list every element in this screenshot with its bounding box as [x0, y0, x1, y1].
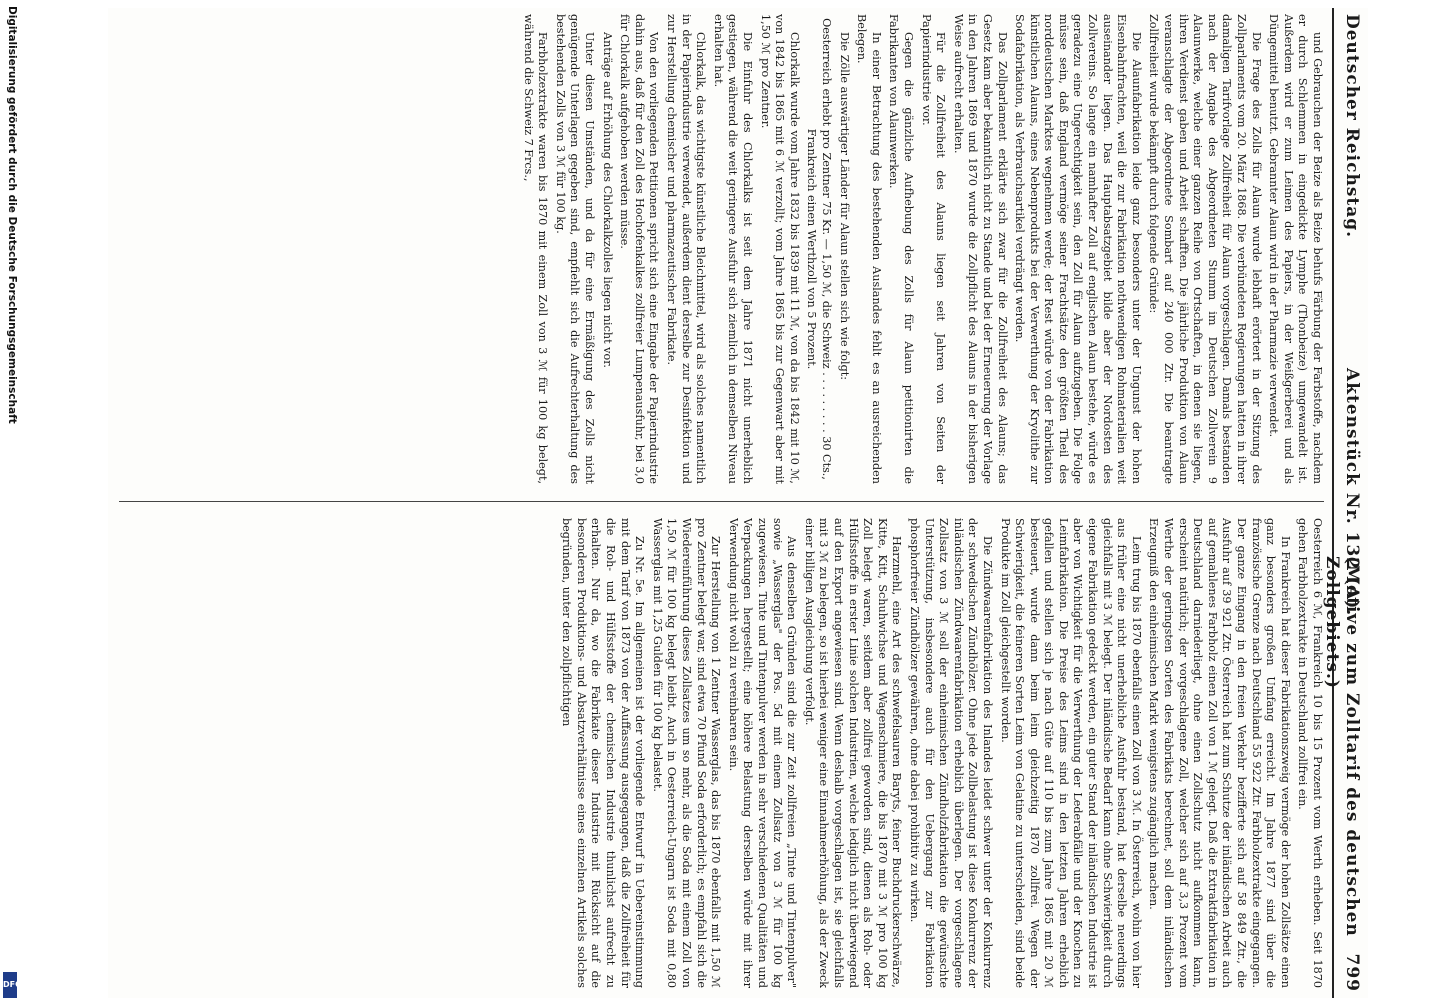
column-divider — [119, 501, 1324, 502]
paragraph: Die Zündwaarenfabrikation des Inlandes leidet schwer unter der Konkurrenz der schwedischen Zündhölzer. Ohne jede Zollbelastung ist diese Konkurrenz der inländischen Zündwaarenfabrikation erheblich überlegen. Der vorgeschlagene Zollsatz von 3 ℳ soll der einheimischen Zündholzfabrikation die gewünschte Unterstützung, insbesondere auch für den Uebergang zur Fabrikation phosphorfreier Zündhölzer gewähren, ohne dabei prohibitiv zu wirken. — [907, 518, 994, 988]
paragraph: Oesterreich erhebt pro Zentner 75 Kr. — 1,50 ℳ, die Schweiz . . . . . . . . . 30 Cts., Frankreich einen Werthzoll von 5 Prozent. — [805, 18, 833, 480]
paragraph: Die Frage des Zolls für Alaun wurde lebhaft erörtert in der Sitzung des Zollparlaments vom 20. März 1868. Die verbündeten Regierungen hatten in ihrer damaligen Tarifvorlage Zollfreiheit für Alaun vorgeschlagen. Damals bestanden nach der Angabe des Abgeordneten Stumm im Deutschen Zollverein 9 Alaunwerke, welche einer ganzen Reihe von Ortschaften, in denen sie liegen, ihren Verdienst gaben und Arbeit schafften. Die jährliche Produktion von Alaun veranschlagte der Abgeordnete Sombart auf 240 000 Ztr. Die beantragte Zollfreiheit wurde bekämpft durch folgende Gründe: — [1147, 14, 1263, 484]
paragraph: und Gebrauchen der Beize als Beize behufs Färbung der Farbstoffe, nachdem er durch Schlemmen in eingedickte Lymphe (Thonbeize) umgewandelt ist. Außerdem wird er zum Leimen des Papiers, in der Weißgerberei und als Düngemittel benutzt. Gebrannter Alaun wird in der Pharmazie verwendet. — [1267, 14, 1324, 484]
paragraph: Anträge auf Erhöhung des Chlorkalkzolles liegen nicht vor. — [600, 32, 614, 368]
paragraph: Chlorkalk wurde vom Jahre 1832 bis 1839 mit 11 ℳ, von da bis 1842 mit 10 ℳ, von 1842 bis 1865 mit 6 ℳ verzollt; vom Jahre 1865 bis zur Gegenwart aber mit 1,50 ℳ pro Zentner. — [758, 14, 801, 484]
page-number: 799 — [1342, 953, 1362, 992]
paragraph: Von den vorliegenden Petitionen spricht sich eine Eingabe der Papierindustrie dahin aus, daß für den Zoll des Hochofenkalkes zollfreier Lumpenausfuhr, bei 3,0 für Chlorkalk aufgehoben werden müsse. — [618, 14, 661, 484]
text-column-left — [119, 14, 1324, 484]
paragraph: In einer Betrachtung des bestehenden Auslandes fehlt es an ausreichenden Belegen. — [855, 14, 883, 484]
paragraph: Oesterreich 6 ℳ, Frankreich 10 bis 15 Prozent vom Werth erheben. Seit 1870 gehen Farbholzextrakte in Deutschland zollfrei ein. — [1296, 518, 1324, 988]
paragraph: Die Zölle auswärtiger Länder für Alaun stellen sich wie folgt: — [837, 32, 851, 381]
paragraph: Für die Zollfreiheit des Alauns liegen seit Jahren von Seiten der Papierindustrie vor. — [919, 14, 948, 484]
paragraph: In Frankreich hat dieser Fabrikationszweig vermöge der hohen Zollsätze einen ganz besonders großen Umfang erreicht. Im Jahre 1877 sind über die französische Grenze nach Deutschland 55 922 Ztr. Farbholzextrakte eingegangen. Der ganze Eingang in den freien Verkehr bezifferte sich auf 58 849 Ztr., die Ausfuhr auf 39 921 Ztr. Österreich hat zum Schutze der inländischen Arbeit auch auf gemahlenes Farbholz einen Zoll von 1 ℳ gelegt. Daß die Extraktfabrikation in Deutschland darniederliegt, ohne einen Zollschutz nicht aufkommen kann, erscheint natürlich; der vorgeschlagene Zoll, welcher sich auf 3,3 Prozent vom Werthe der geringsten Sorten des Fabrikats berechnet, soll dem inländischen Erzeugniß den einheimischen Markt wenigstens zugänglich machen. — [1147, 518, 1292, 988]
funding-notice: Digitalisierung gefördert durch die Deutsche Forschungsgemeinschaft — [6, 6, 18, 424]
page-header — [1322, 8, 1368, 998]
paragraph: Chlorkalk, das wichtigste künstliche Bleichmittel, wird als solches namentlich in der Papierindustrie verwendet, außerdem dient derselbe zur Desinfektion und zur Herstellung chemischer und pharmazeutischer Fabrikate. — [665, 14, 708, 484]
text-column-right — [119, 518, 1324, 988]
dfg-logo: DFG — [3, 972, 17, 998]
paragraph: Zur Herstellung von 1 Zentner Wasserglas, das bis 1870 ebenfalls mit 1,50 ℳ pro Zentner belegt war, sind etwa 70 Pfund Soda erforderlich; es empfahl sich die Wiedereinführung dieses Zollsatzes um so mehr, als die Soda mit einem Zoll von 1,50 ℳ für 100 kg belegt bleibt. Auch in Oesterreich-Ungarn ist Soda mit 0,80 Wasserglas mit 1,25 Gulden für 100 kg belastet. — [650, 518, 723, 988]
paragraph: Gegen die gänzliche Aufhebung des Zolls für Alaun petitionirten die Fabrikanten von Alaunwerken. — [887, 14, 915, 484]
header-document-number: Aktenstück Nr. 132 (A). — [1342, 368, 1362, 617]
paragraph: Die Alaunfabrikation leide ganz besonders unter der Ungunst der hohen Eisenbahnfrachten, weil die zur Fabrikation nothwendigen Rohmaterialien weit auseinander liegen. Das Hauptabsatzgebiet bilde aber der Nordosten des Zollvereins. So lange ein namhafter Zoll auf englischen Alaun bestehe, würde es geradezu eine Ungerechtigkeit sein, den Zoll für Alaun aufzugeben. Die Folge müsse sein, daß England vermöge seiner Frachtsätze den größten Theil des norddeutschen Marktes wegnehmen werde; der Rest würde von der Fabrikation künstlichen Alauns, eines Nebenprodukts bei der Verwerthung der Kryolithe zur Sodafabrikation, als Verbrauchsartikel verdrängt werden. — [1013, 14, 1143, 484]
newspaper-page — [108, 8, 1368, 998]
paragraph: Unter diesen Umständen, und da für eine Ermäßigung des Zolls nicht genügende Unterlagen gegeben sind, empfiehlt sich die Aufrechterhaltung des bestehenden Zolls von 3 ℳ für 100 kg. — [553, 14, 597, 484]
header-section-title: (Motive zum Zolltarif des deutschen Zollgebiets.) — [1322, 556, 1362, 937]
header-publication: Deutscher Reichstag. — [1342, 14, 1362, 239]
paragraph: Harzmehl, eine Art des schwefelsauren Baryts, feiner Buchdruckerschwärze, Kitte, Kitt, Schuhwichse und Wagenschmiere, die bis 1870 mit 3 ℳ pro 100 kg Zoll belegt waren, seitdem aber zollfrei geworden sind, dienen als Roh- oder Hülfsstoffe in erster Linie solchen Industrien, welche lediglich nicht überwiegend auf den Export angewiesen sind. Wenn deshalb vorgeschlagen ist, sie gleichfalls mit 3 ℳ zu belegen, so ist hierbei weniger eine Einnahmeerhöhung, als der Zweck einer billigen Ausgleichung verfolgt. — [802, 518, 904, 988]
paragraph: Die Einfuhr des Chlorkalks ist seit dem Jahre 1871 nicht unerheblich gestiegen, während die weit geringere Ausfuhr sich ziemlich in demselben Niveau erhalten hat. — [711, 14, 755, 484]
paragraph: Das Zollparlament erklärte sich zwar für die Zollfreiheit des Alauns; das Gesetz kam aber bekanntlich nicht zu Stande und bei der Erneuerung der Vorlage in den Jahren 1869 und 1870 wurde die Zollpflicht des Alauns in der bisherigen Weise aufrecht erhalten. — [951, 14, 1009, 484]
paragraph: Farbholzextrakte waren bis 1870 mit einem Zoll von 3 ℳ für 100 kg belegt, während die Schweiz 7 Frcs., — [521, 14, 550, 484]
paragraph: Zu Nr. 5e. Im allgemeinen ist der vorliegende Entwurf in Uebereinstimmung mit dem Tarif von 1873 von der Auffassung ausgegangen, daß die Zollfreiheit für die Roh- und Hülfsstoffe der chemischen Industrie thunlichst aufrecht zu erhalten. Nur da, wo die Fabrikate dieser Industrie mit Rücksicht auf die besonderen Produktions- und Absatzverhältnisse eines einzelnen Artikels solches begründen, unter den zollpflichtigen — [560, 518, 647, 988]
paragraph: Aus denselben Gründen sind die zur Zeit zollfreien „Tinte und Tintenpulver" sowie „Wasserglas" der Pos. 5d mit einem Zollsatz von 3 ℳ für 100 kg zugewiesen. Tinte und Tintenpulver werden in sehr verschiedenen Qualitäten und Verpackungen hergestellt; eine höhere Belastung derselben würde mit ihrer Verwendung nicht wohl zu vereinbaren sein. — [726, 518, 799, 988]
digitization-footer — [2, 6, 22, 996]
paragraph: Leim trug bis 1870 ebenfalls einen Zoll von 3 ℳ. In Österreich, wohin von hier aus früher eine nicht unerhebliche Ausfuhr bestand, hat derselbe neuerdings gleichfalls mit 3 ℳ belegt. Der inländische Bedarf kann ohne Schwierigkeit durch eigene Fabrikation gedeckt werden, ein guter Stand der inländischen Industrie ist aber von Wichtigkeit für die Verwerthung der Lederabfälle und der Knochen zu Leimfabrikation. Die Preise des Leims sind in den letzten Jahren erheblich gefallen und stellen sich je nach Güte auf 110 bis zum Jahre 1865 mit 20 ℳ besteuert, wurde dann beim leim gleichzeitig 1870 zollfrei. Wegen der Schwierigkeit, die feineren Sorten Leim von Gelatine zu unterscheiden, sind beide Produkte im Zoll gleichgestellt worden. — [998, 518, 1143, 988]
